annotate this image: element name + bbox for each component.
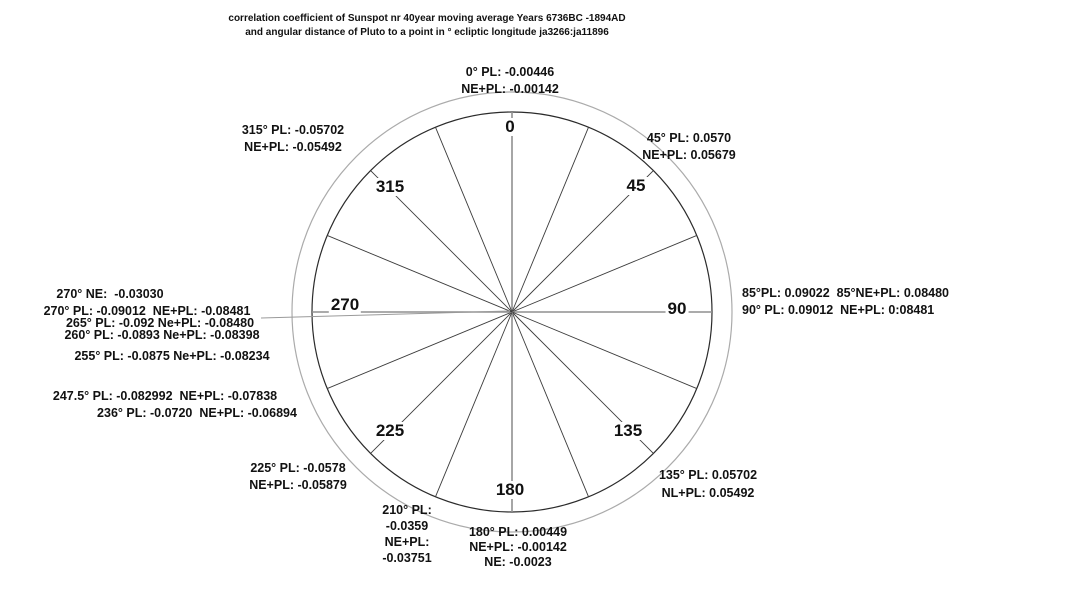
- spoke-202.5deg: [435, 312, 512, 497]
- annotation-line: NE: -0.0023: [484, 555, 552, 569]
- annotation-line: 315° PL: -0.05702: [241, 123, 345, 137]
- annotation-line: NE+PL: -0.00142: [461, 82, 559, 96]
- angle-tick-label-45: 45: [626, 176, 646, 195]
- label-135deg: [659, 466, 757, 502]
- annotation-line: -0.03751: [382, 551, 432, 565]
- annotation-line: 225° PL: -0.0578: [250, 461, 346, 475]
- annotation-line: NE+PL: -0.05879: [249, 478, 347, 492]
- label-210deg: [382, 502, 431, 566]
- annotation-line: NE+PL: -0.00142: [469, 540, 567, 554]
- annotation-line: 180° PL: 0.00449: [468, 525, 568, 539]
- annotation-line: 135° PL: 0.05702: [658, 468, 758, 482]
- label-247-5deg: [53, 388, 277, 405]
- annotation-line: 255° PL: -0.0875 Ne+PL: -0.08234: [74, 349, 270, 363]
- label-315deg: [242, 122, 344, 156]
- annotation-line: NL+PL: 0.05492: [661, 486, 755, 500]
- annotation-line: NE+PL: 0.05679: [642, 148, 736, 162]
- angle-tick-label-135: 135: [613, 421, 643, 440]
- chart-title-line1: correlation coefficient of Sunspot nr 40year moving average Years 6736BC -1894AD: [228, 13, 626, 24]
- annotation-line: NE+PL: -0.05492: [244, 140, 342, 154]
- angle-tick-label-270: 270: [330, 295, 360, 314]
- label-236deg: [97, 405, 297, 422]
- angle-tick-label-180: 180: [495, 480, 525, 499]
- chart-title: [97, 12, 757, 40]
- spoke-337.5deg: [435, 127, 512, 312]
- annotation-line: 45° PL: 0.0570: [646, 131, 732, 145]
- label-270-ne: [56, 286, 163, 303]
- annotation-line: 270° NE: -0.03030: [56, 287, 164, 301]
- label-225deg: [249, 460, 347, 494]
- annotation-line: -0.0359: [385, 519, 429, 533]
- annotation-line: 260° PL: -0.0893 Ne+PL: -0.08398: [64, 328, 260, 342]
- annotation-line: 270° PL: -0.09012 NE+PL: -0.08481: [43, 304, 251, 318]
- label-85-90deg: [742, 285, 949, 319]
- label-0deg: [461, 64, 559, 98]
- annotation-line: 85°PL: 0.09022 85°NE+PL: 0.08480: [742, 286, 950, 300]
- annotation-line: 247.5° PL: -0.082992 NE+PL: -0.07838: [52, 389, 278, 403]
- angle-tick-label-225: 225: [375, 421, 405, 440]
- angle-tick-label-0: 0: [505, 117, 515, 136]
- annotation-line: 236° PL: -0.0720 NE+PL: -0.06894: [97, 406, 297, 420]
- annotation-line: NE+PL:: [384, 535, 430, 549]
- spoke-112.5deg: [512, 312, 697, 389]
- annotation-line: 210° PL:: [382, 503, 432, 517]
- label-180deg: [469, 525, 567, 570]
- spoke-22.5deg: [512, 127, 589, 312]
- annotation-line: 0° PL: -0.00446: [465, 65, 555, 79]
- label-45deg: [642, 130, 735, 164]
- chart-title-line2: and angular distance of Pluto to a point in ° ecliptic longitude ja3266:ja11896: [245, 27, 609, 38]
- angle-tick-label-315: 315: [375, 177, 405, 196]
- angle-tick-label-90: 90: [667, 299, 687, 318]
- label-255deg: [74, 348, 269, 365]
- label-260deg: [64, 329, 259, 342]
- spoke-157.5deg: [512, 312, 589, 497]
- spoke-247.5deg: [327, 312, 512, 389]
- annotation-line: 90° PL: 0.09012 NE+PL: 0:08481: [742, 303, 935, 317]
- annotation-line: 265° PL: -0.092 Ne+PL: -0.08480: [65, 316, 255, 330]
